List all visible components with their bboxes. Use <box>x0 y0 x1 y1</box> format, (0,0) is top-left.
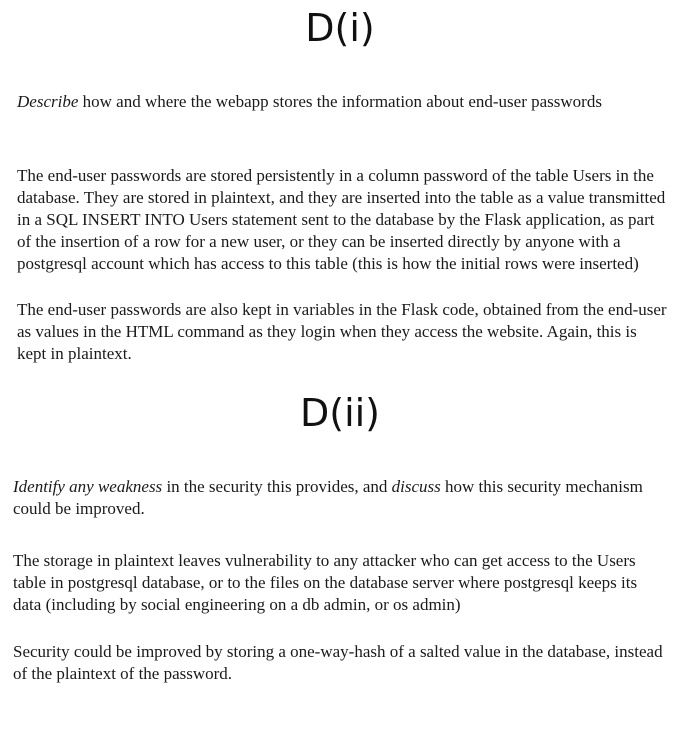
answer-d-i-paragraph-2: The end-user passwords are also kept in variables in the Flask code, obtained from the end-user as values in the HTML command as they login when they access the website. Again, this is kept in plaintext. <box>17 300 667 363</box>
question-part-3: discuss <box>391 477 441 496</box>
question-part-2: in the security this provides, and <box>162 477 392 496</box>
answer-d-i-paragraph-1: The end-user passwords are stored persistently in a column password of the table Users in the database. They are stored in plaintext, and they are inserted into the table as a value transmitted in a SQL INSERT INTO Users statement sent to the database by the Flask application, as part of the insertion of a row for a new user, or they can be inserted directly by anyone with a postgresql account which has access to this table (this is how the initial rows were inserted) <box>17 166 666 273</box>
question-text: how and where the webapp stores the information about end-user passwords <box>78 92 602 111</box>
question-part-1: Identify any weakness <box>13 477 163 496</box>
question-d-ii <box>13 476 663 520</box>
section-heading-d-ii: D(ii) <box>299 391 381 435</box>
question-d-i <box>17 91 647 113</box>
answer-d-ii-paragraph-2: Security could be improved by storing a one-way-hash of a salted value in the database, instead of the plaintext of the password. <box>13 642 663 683</box>
question-verb: Describe <box>17 92 79 111</box>
answer-d-ii-paragraph-1: The storage in plaintext leaves vulnerability to any attacker who can get access to the Users table in postgresql database, or to the files on the database server where postgresql keeps its data (including by social engineering on a db admin, or os admin) <box>13 551 638 614</box>
section-heading-d-i: D(i) <box>305 6 375 50</box>
question-part-4: how this security mechanism could be improved. <box>13 477 643 518</box>
